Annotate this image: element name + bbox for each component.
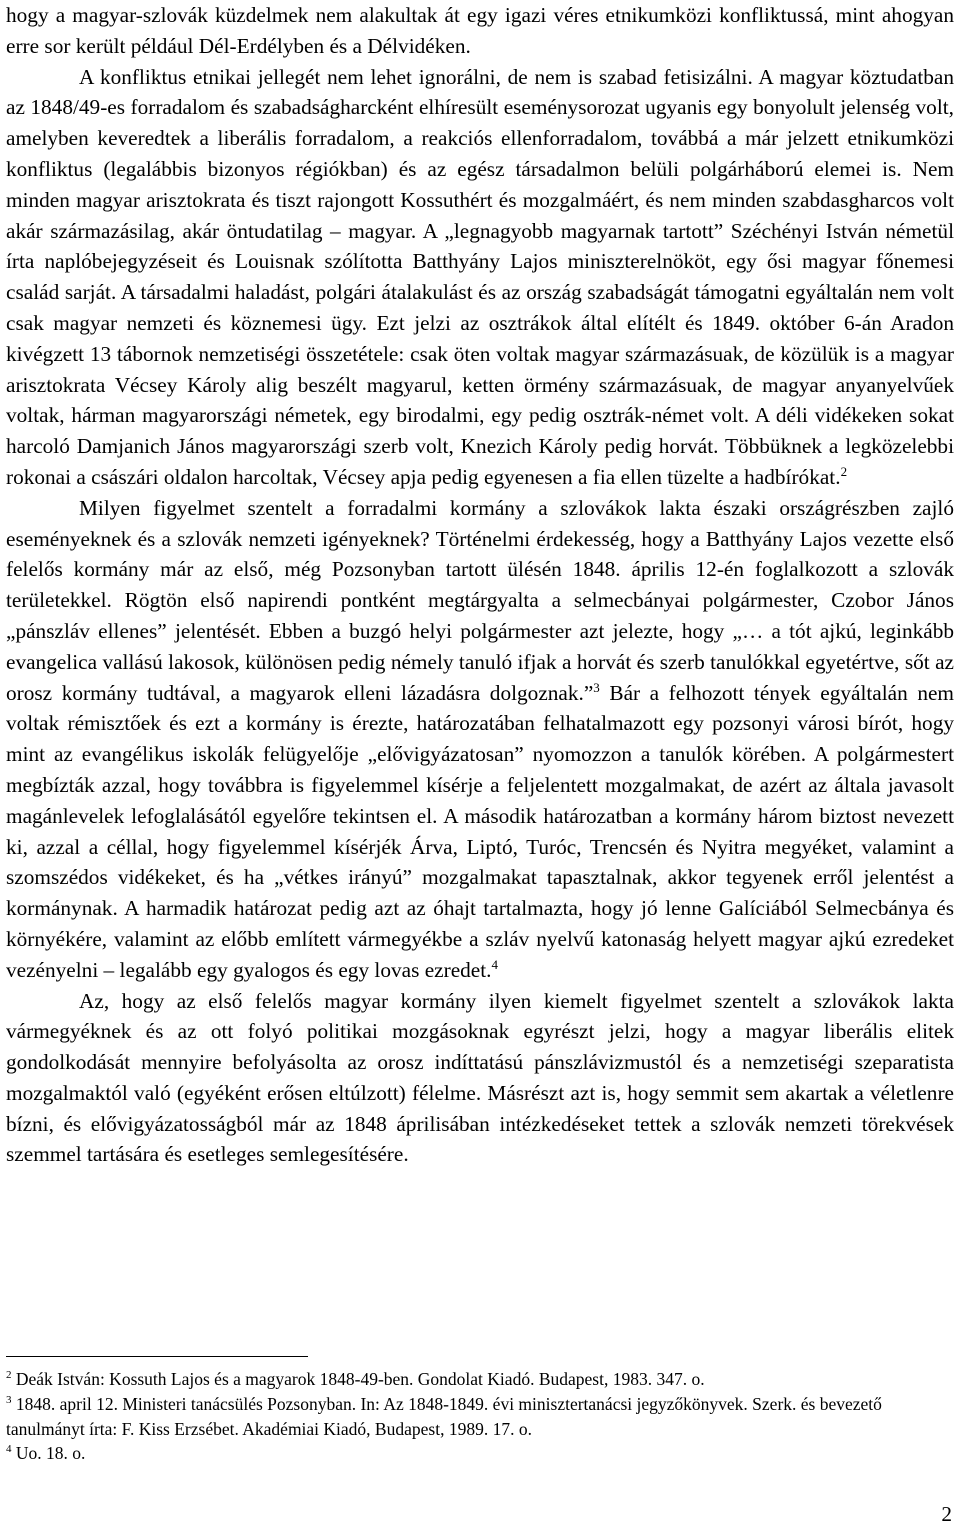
- footnote: [6, 1441, 954, 1466]
- paragraph-text: Bár a felhozott tények egyáltalán nem voltak rémisztőek és ezt a kormány is érezte, határozatában felhatalmazott egy pozsonyi városi bírót, hogy mint az evangélikus iskolák felügyelője „elővigyázatosan” nyomozzon a tanulók körében. A polgármestert megbízták azzal, hogy továbbra is figyelemmel kísérje a feljelentett mozgalmakat, de azért az általa javasolt magánlevelek lefoglalásától egyelőre tekintsen el. A második határozatban a kormány három biztost nevezett ki, azzal a céllal, hogy figyelemmel kísérjék Árva, Liptó, Turóc, Trencsén és Nyitra megyéket, valamint a szomszédos vidékeket, és ha „vétkes irányú” mozgalmakat tapasztalnak, akkor tegyenek erről jelentést a kormánynak. A harmadik határozat pedig azt az óhajt tartalmazta, hogy jó lenne Galíciából Selmecbánya és környékére, valamint az előbb említett vármegyékbe a szláv nyelvű katonaság helyett magyar ajkú ezredeket vezényelni – legalább egy gyalogos és egy lovas ezredet.: [6, 680, 954, 982]
- footnote-reference: 2: [840, 463, 848, 479]
- footnote-text: Uo. 18. o.: [11, 1443, 86, 1464]
- footnotes: [6, 1367, 954, 1466]
- paragraph: [6, 986, 954, 1171]
- footnote-number: 3: [6, 1393, 12, 1406]
- page-number: 2: [941, 1502, 952, 1526]
- footnote: [6, 1367, 954, 1392]
- footnote-separator: [6, 1356, 308, 1357]
- paragraph-text: Milyen figyelmet szentelt a forradalmi kormány a szlovákok lakta északi országrészben zajló eseményeknek és a szlovák nemzeti igényeknek? Történelmi érdekesség, hogy a Batthyány Lajos vezette első felelős kormány már az első, még Pozsonyban tartott ülésén 1848. április 12-én foglalkozott a szlovák területekkel. Rögtön első napirendi pontként megtárgyalta a selmecbányai polgármester, Czobor János „pánszláv ellenes” jelentését. Ebben a buzgó helyi polgármester azt jelezte, hogy „… a tót ajkú, leginkább evangelica vallású lakosok, különösen pedig némely tanuló ifjak a horvát és szerb tanulókkal egyetértve, sőt az orosz kormány tudtával, a magyarok elleni lázadásra dolgoznak.”: [6, 495, 954, 705]
- footnote: [6, 1392, 954, 1442]
- footnote-reference: 4: [491, 956, 499, 972]
- paragraph-text: A konfliktus etnikai jellegét nem lehet ignorálni, de nem is szabad fetisizálni. A magyar köztudatban az 1848/49-es forradalom és szabadságharcként elhíresült eseménysorozat ugyanis egy bonyolult jelenség volt, amelyben keveredtek a liberális forradalom, a reakciós ellenforradalom, továbbá a már jelzett etnikumközi konfliktus (legalábbis bizonyos régiókban) és az egész társadalmon belüli polgárháború elemei is. Nem minden magyar arisztokrata és tiszt rajongott Kossuthért és mozgalmáért, és nem minden szabdasgharcos volt akár származásilag, akár öntudatilag – magyar. A „legnagyobb magyarnak tartott” Széchényi István németül írta naplóbejegyzéseit és Louisnak szólította Batthyány Lajos miniszterelnököt, egy ősi magyar főnemesi család sarját. A társadalmi haladást, polgári átalakulást és az ország szabadságát támogatni egyáltalán nem volt csak magyar nemzeti és köznemesi ügy. Ezt jelzi az osztrákok által elítélt és 1849. október 6-án Aradon kivégzett 13 tábornok nemzetiségi összetétele: csak öten voltak magyar származásuak, de közülük is a magyar arisztokrata Vécsey Károly alig beszélt magyarul, ketten örmény származásuak, de magyar anyanyelvűek voltak, hárman magyarországi németek, egy birodalmi, egy pedig osztrák-német volt. A déli vidékeken sokat harcoló Damjanich János magyarországi szerb volt, Knezich Károly pedig horvát. Többüknek a legközelebbi rokonai a császári oldalon harcoltak, Vécsey apja pedig egyenesen a fia ellen tüzelte a hadbírókat.: [6, 64, 954, 489]
- paragraph-text: hogy a magyar-szlovák küzdelmek nem alakultak át egy igazi véres etnikumközi konfliktussá, mint ahogyan erre sor került például Dél-Erdélyben és a Délvidéken.: [6, 3, 954, 58]
- document-page: [6, 0, 954, 1170]
- body-text: [6, 0, 954, 1170]
- paragraph: [6, 493, 954, 986]
- paragraph: [6, 0, 954, 62]
- footnote-number: 2: [6, 1369, 12, 1382]
- paragraph-text: Az, hogy az első felelős magyar kormány ilyen kiemelt figyelmet szentelt a szlovákok lakta vármegyéknek és az ott folyó politikai mozgásoknak egyrészt jelzi, hogy a magyar liberális elitek gondolkodását mennyire befolyásolta az orosz indíttatású pánszlávizmustól és a nemzetiségi szeparatista mozgalmaktól való (egyéként erősen eltúlzott) félelme. Másrészt azt is, hogy semmit sem akartak a véletlenre bízni, és elővigyázatosságból már az 1848 áprilisában intézkedéseket tettek a szlovák nemzeti törekvések szemmel tartására és esetleges semlegesítésére.: [6, 988, 954, 1167]
- footnote-number: 4: [6, 1443, 12, 1456]
- footnote-text: 1848. april 12. Ministeri tanácsülés Pozsonyban. In: Az 1848-1849. évi minisztertanácsi jegyzőkönyvek. Szerk. és bevezető tanulmányt írta: F. Kiss Erzsébet. Akadémiai Kiadó, Budapest, 1989. 17. o.: [6, 1393, 882, 1439]
- paragraph: [6, 62, 954, 493]
- footnote-text: Deák István: Kossuth Lajos és a magyarok 1848-49-ben. Gondolat Kiadó. Budapest, 1983. 347. o.: [11, 1369, 705, 1389]
- footnote-reference: 3: [593, 679, 600, 695]
